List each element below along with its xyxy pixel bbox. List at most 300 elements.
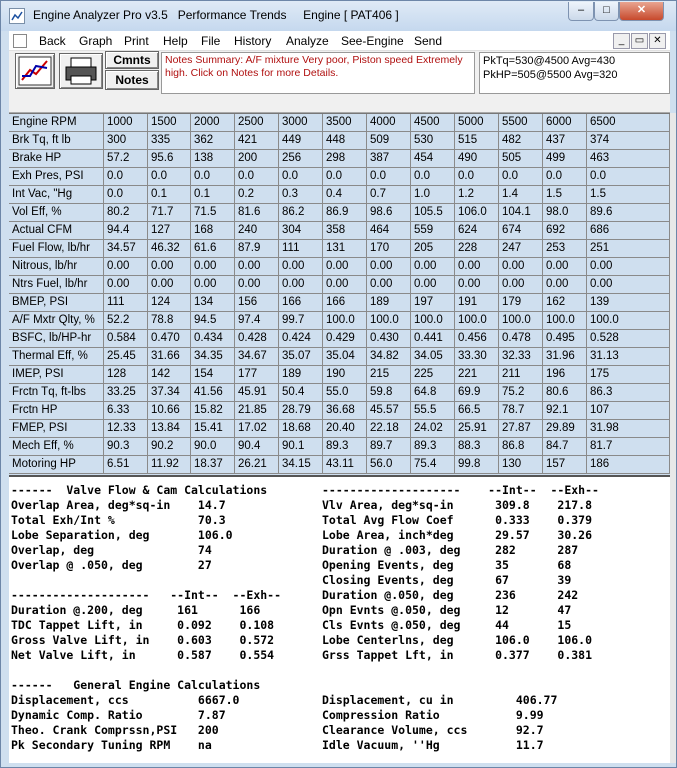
value-cell: 64.8 [411, 384, 455, 401]
rpm-header-cell: 6000 [543, 114, 587, 131]
value-cell: 240 [235, 222, 279, 239]
value-cell: 0.00 [191, 258, 235, 275]
value-cell: 15.82 [191, 402, 235, 419]
value-cell: 0.00 [367, 276, 411, 293]
value-cell: 0.456 [455, 330, 499, 347]
calc-line: Lobe Separation, deg 106.0 [11, 528, 233, 542]
child-restore-button[interactable]: ▭ [631, 33, 648, 49]
header-label: Engine RPM [9, 114, 104, 131]
printer-icon [63, 56, 99, 86]
value-cell: 0.424 [279, 330, 323, 347]
value-cell: 0.430 [367, 330, 411, 347]
value-cell: 530 [411, 132, 455, 149]
value-cell: 335 [148, 132, 191, 149]
value-cell: 0.584 [104, 330, 148, 347]
calc-line [11, 573, 281, 588]
child-close-button[interactable]: ✕ [649, 33, 666, 49]
value-cell: 106.0 [455, 204, 499, 221]
value-cell: 89.6 [587, 204, 670, 221]
value-cell: 0.00 [455, 276, 499, 293]
value-cell: 107 [587, 402, 670, 419]
value-cell: 100.0 [499, 312, 543, 329]
value-cell: 0.00 [279, 258, 323, 275]
value-cell: 21.85 [235, 402, 279, 419]
value-cell: 509 [367, 132, 411, 149]
value-cell: 138 [191, 150, 235, 167]
value-cell: 304 [279, 222, 323, 239]
value-cell: 154 [191, 366, 235, 383]
value-cell: 1.2 [455, 186, 499, 203]
value-cell: 98.6 [367, 204, 411, 221]
row-label: Thermal Eff, % [9, 348, 104, 365]
value-cell: 66.5 [455, 402, 499, 419]
rpm-header-cell: 1000 [104, 114, 148, 131]
row-label: Frctn Tq, ft-lbs [9, 384, 104, 401]
value-cell: 17.02 [235, 420, 279, 437]
calc-line: Cls Evnts @.050, deg 44 15 [322, 618, 572, 632]
value-cell: 99.7 [279, 312, 323, 329]
value-cell: 12.33 [104, 420, 148, 437]
value-cell: 0.00 [235, 258, 279, 275]
row-label: Ntrs Fuel, lb/hr [9, 276, 104, 293]
value-cell: 59.8 [367, 384, 411, 401]
value-cell: 499 [543, 150, 587, 167]
value-cell: 215 [367, 366, 411, 383]
calc-line: -------------------- --Int-- --Exh-- [11, 588, 282, 602]
value-cell: 81.6 [235, 204, 279, 221]
row-label: Frctn HP [9, 402, 104, 419]
rpm-header-cell: 5500 [499, 114, 543, 131]
table-row [9, 384, 670, 402]
value-cell: 0.0 [543, 168, 587, 185]
row-label: Exh Pres, PSI [9, 168, 104, 185]
value-cell: 166 [279, 294, 323, 311]
value-cell: 90.4 [235, 438, 279, 455]
value-cell: 37.34 [148, 384, 191, 401]
calc-line: Lobe Area, inch*deg 29.57 30.26 [322, 528, 593, 542]
menu-send[interactable]: Send [414, 34, 443, 48]
calc-left-column [11, 483, 281, 753]
table-row [9, 168, 670, 186]
value-cell: 251 [587, 240, 670, 257]
value-cell: 448 [323, 132, 367, 149]
value-cell: 186 [587, 456, 670, 473]
value-cell: 41.56 [191, 384, 235, 401]
value-cell: 505 [499, 150, 543, 167]
calc-right-column [322, 483, 599, 753]
value-cell: 98.0 [543, 204, 587, 221]
value-cell: 71.5 [191, 204, 235, 221]
value-cell: 80.6 [543, 384, 587, 401]
menu-bar [9, 31, 670, 51]
calculations-panel [9, 475, 670, 763]
value-cell: 78.8 [148, 312, 191, 329]
value-cell: 34.35 [191, 348, 235, 365]
value-cell: 0.0 [104, 186, 148, 203]
child-minimize-button[interactable]: _ [613, 33, 630, 49]
value-cell: 142 [148, 366, 191, 383]
value-cell: 52.2 [104, 312, 148, 329]
value-cell: 75.4 [411, 456, 455, 473]
value-cell: 298 [323, 150, 367, 167]
value-cell: 15.41 [191, 420, 235, 437]
value-cell: 0.00 [323, 276, 367, 293]
calc-line: ------ General Engine Calculations [11, 678, 261, 692]
rpm-header-cell: 3500 [323, 114, 367, 131]
table-row [9, 240, 670, 258]
value-cell: 34.57 [104, 240, 148, 257]
value-cell: 33.25 [104, 384, 148, 401]
calc-line [322, 678, 599, 693]
table-row [9, 330, 670, 348]
value-cell: 1.5 [543, 186, 587, 203]
value-cell: 86.2 [279, 204, 323, 221]
value-cell: 139 [587, 294, 670, 311]
row-label: Motoring HP [9, 456, 104, 473]
calc-line: Overlap @ .050, deg 27 [11, 558, 212, 572]
table-row [9, 276, 670, 294]
value-cell: 196 [543, 366, 587, 383]
rpm-header-cell: 6500 [587, 114, 670, 131]
value-cell: 156 [235, 294, 279, 311]
calc-line: Total Exh/Int % 70.3 [11, 513, 226, 527]
value-cell: 6.51 [104, 456, 148, 473]
table-row [9, 312, 670, 330]
calc-line [322, 663, 599, 678]
menu-file[interactable]: File [201, 34, 221, 48]
value-cell: 0.528 [587, 330, 670, 347]
value-cell: 0.495 [543, 330, 587, 347]
table-row [9, 204, 670, 222]
table-row [9, 258, 670, 276]
value-cell: 464 [367, 222, 411, 239]
value-cell: 0.0 [104, 168, 148, 185]
value-cell: 170 [367, 240, 411, 257]
value-cell: 13.84 [148, 420, 191, 437]
value-cell: 20.40 [323, 420, 367, 437]
value-cell: 454 [411, 150, 455, 167]
value-cell: 0.0 [279, 168, 323, 185]
maximize-button[interactable]: □ [594, 2, 619, 21]
value-cell: 31.98 [587, 420, 670, 437]
calc-line: Gross Valve Lift, in 0.603 0.572 [11, 633, 275, 647]
value-cell: 89.3 [323, 438, 367, 455]
value-cell: 674 [499, 222, 543, 239]
value-cell: 124 [148, 294, 191, 311]
value-cell: 463 [587, 150, 670, 167]
rpm-header-cell: 4500 [411, 114, 455, 131]
value-cell: 111 [279, 240, 323, 257]
value-cell: 78.7 [499, 402, 543, 419]
value-cell: 686 [587, 222, 670, 239]
value-cell: 300 [104, 132, 148, 149]
value-cell: 18.68 [279, 420, 323, 437]
value-cell: 0.1 [191, 186, 235, 203]
row-label: IMEP, PSI [9, 366, 104, 383]
value-cell: 437 [543, 132, 587, 149]
value-cell: 26.21 [235, 456, 279, 473]
rpm-header-cell: 4000 [367, 114, 411, 131]
value-cell: 34.67 [235, 348, 279, 365]
value-cell: 692 [543, 222, 587, 239]
value-cell: 89.3 [411, 438, 455, 455]
menu-analyze[interactable]: Analyze [286, 34, 329, 48]
value-cell: 81.7 [587, 438, 670, 455]
value-cell: 0.00 [499, 276, 543, 293]
value-cell: 100.0 [587, 312, 670, 329]
value-cell: 31.66 [148, 348, 191, 365]
value-cell: 449 [279, 132, 323, 149]
value-cell: 43.11 [323, 456, 367, 473]
value-cell: 0.3 [279, 186, 323, 203]
scrollbar[interactable] [670, 113, 676, 763]
menu-see-engine[interactable]: See-Engine [341, 34, 404, 48]
value-cell: 100.0 [543, 312, 587, 329]
close-button[interactable]: ✕ [619, 2, 664, 21]
calc-line: Duration @ .003, deg 282 287 [322, 543, 579, 557]
value-cell: 34.82 [367, 348, 411, 365]
row-label: Nitrous, lb/hr [9, 258, 104, 275]
value-cell: 0.0 [411, 168, 455, 185]
value-cell: 28.79 [279, 402, 323, 419]
notes-summary[interactable]: Notes Summary: A/F mixture Very poor, Piston speed Extremely high. Click on Notes for more Details. [161, 52, 475, 94]
value-cell: 104.1 [499, 204, 543, 221]
value-cell: 228 [455, 240, 499, 257]
value-cell: 46.32 [148, 240, 191, 257]
value-cell: 190 [323, 366, 367, 383]
menu-print[interactable]: Print [124, 34, 149, 48]
value-cell: 90.0 [191, 438, 235, 455]
value-cell: 80.2 [104, 204, 148, 221]
value-cell: 0.00 [148, 258, 191, 275]
value-cell: 387 [367, 150, 411, 167]
value-cell: 0.0 [235, 168, 279, 185]
value-cell: 0.434 [191, 330, 235, 347]
value-cell: 35.07 [279, 348, 323, 365]
value-cell: 166 [323, 294, 367, 311]
value-cell: 134 [191, 294, 235, 311]
value-cell: 0.00 [543, 276, 587, 293]
value-cell: 0.0 [455, 168, 499, 185]
table-row [9, 402, 670, 420]
value-cell: 57.2 [104, 150, 148, 167]
value-cell: 0.1 [148, 186, 191, 203]
table-row [9, 420, 670, 438]
value-cell: 358 [323, 222, 367, 239]
menu-help[interactable]: Help [163, 34, 188, 48]
value-cell: 0.0 [367, 168, 411, 185]
app-icon [9, 8, 25, 24]
window-title: Engine Analyzer Pro v3.5 Performance Trends Engine [ PAT406 ] [33, 8, 399, 22]
value-cell: 50.4 [279, 384, 323, 401]
calc-line: Duration @.050, deg 236 242 [322, 588, 579, 602]
row-label: Fuel Flow, lb/hr [9, 240, 104, 257]
calc-line: TDC Tappet Lift, in 0.092 0.108 [11, 618, 275, 632]
value-cell: 421 [235, 132, 279, 149]
value-cell: 1.4 [499, 186, 543, 203]
value-cell: 56.0 [367, 456, 411, 473]
peak-summary [479, 52, 670, 94]
value-cell: 362 [191, 132, 235, 149]
calc-line: ------ Valve Flow & Cam Calculations [11, 483, 268, 497]
value-cell: 75.2 [499, 384, 543, 401]
value-cell: 205 [411, 240, 455, 257]
value-cell: 10.66 [148, 402, 191, 419]
row-label: Int Vac, "Hg [9, 186, 104, 203]
value-cell: 100.0 [455, 312, 499, 329]
table-row [9, 348, 670, 366]
title-bar[interactable] [1, 1, 676, 31]
value-cell: 624 [455, 222, 499, 239]
value-cell: 168 [191, 222, 235, 239]
value-cell: 94.5 [191, 312, 235, 329]
value-cell: 0.00 [455, 258, 499, 275]
calc-line: Duration @.200, deg 161 166 [11, 603, 261, 617]
peak-torque: PkTq=530@4500 Avg=430 [483, 55, 616, 67]
value-cell: 0.00 [587, 276, 670, 293]
document-icon [13, 34, 27, 48]
value-cell: 31.96 [543, 348, 587, 365]
value-cell: 36.68 [323, 402, 367, 419]
table-row [9, 222, 670, 240]
row-label: Brake HP [9, 150, 104, 167]
table-row [9, 456, 670, 474]
value-cell: 61.6 [191, 240, 235, 257]
rpm-header-cell: 5000 [455, 114, 499, 131]
value-cell: 559 [411, 222, 455, 239]
value-cell: 90.1 [279, 438, 323, 455]
calc-line: Lobe Centerlns, deg 106.0 106.0 [322, 633, 593, 647]
row-label: Actual CFM [9, 222, 104, 239]
value-cell: 211 [499, 366, 543, 383]
menu-history[interactable]: History [234, 34, 272, 48]
value-cell: 490 [455, 150, 499, 167]
peak-hp: PkHP=505@5500 Avg=320 [483, 69, 618, 81]
menu-back[interactable]: Back [39, 34, 66, 48]
value-cell: 88.3 [455, 438, 499, 455]
value-cell: 189 [367, 294, 411, 311]
value-cell: 105.5 [411, 204, 455, 221]
calc-line: Displacement, ccs 6667.0 [11, 693, 240, 707]
value-cell: 29.89 [543, 420, 587, 437]
value-cell: 32.33 [499, 348, 543, 365]
calc-line [11, 663, 281, 678]
value-cell: 97.4 [235, 312, 279, 329]
value-cell: 94.4 [104, 222, 148, 239]
calc-line: Dynamic Comp. Ratio 7.87 [11, 708, 226, 722]
calc-line: Pk Secondary Tuning RPM na [11, 738, 212, 752]
value-cell: 89.7 [367, 438, 411, 455]
value-cell: 0.00 [279, 276, 323, 293]
value-cell: 191 [455, 294, 499, 311]
row-label: FMEP, PSI [9, 420, 104, 437]
value-cell: 0.428 [235, 330, 279, 347]
value-cell: 69.9 [455, 384, 499, 401]
value-cell: 0.00 [367, 258, 411, 275]
value-cell: 0.0 [587, 168, 670, 185]
calc-line: Net Valve Lift, in 0.587 0.554 [11, 648, 275, 662]
minimize-button[interactable]: – [568, 2, 594, 21]
value-cell: 0.00 [411, 276, 455, 293]
calc-line: Idle Vacuum, ''Hg 11.7 [322, 738, 544, 752]
value-cell: 100.0 [411, 312, 455, 329]
graph-icon-button[interactable] [15, 53, 55, 89]
value-cell: 22.18 [367, 420, 411, 437]
row-label: A/F Mxtr Qlty, % [9, 312, 104, 329]
value-cell: 33.30 [455, 348, 499, 365]
value-cell: 31.13 [587, 348, 670, 365]
value-cell: 0.00 [499, 258, 543, 275]
value-cell: 92.1 [543, 402, 587, 419]
value-cell: 127 [148, 222, 191, 239]
value-cell: 45.57 [367, 402, 411, 419]
calc-line: Vlv Area, deg*sq-in 309.8 217.8 [322, 498, 593, 512]
value-cell: 25.91 [455, 420, 499, 437]
table-row [9, 186, 670, 204]
value-cell: 45.91 [235, 384, 279, 401]
notes-button[interactable]: Notes [105, 70, 159, 90]
value-cell: 0.00 [104, 258, 148, 275]
value-cell: 0.7 [367, 186, 411, 203]
calc-line: Compression Ratio 9.99 [322, 708, 544, 722]
value-cell: 34.05 [411, 348, 455, 365]
value-cell: 25.45 [104, 348, 148, 365]
menu-graph[interactable]: Graph [79, 34, 113, 48]
value-cell: 0.4 [323, 186, 367, 203]
cmnts-button[interactable]: Cmnts [105, 51, 159, 69]
value-cell: 0.0 [191, 168, 235, 185]
value-cell: 95.6 [148, 150, 191, 167]
calc-line: Displacement, cu in 406.77 [322, 693, 558, 707]
calc-line: Overlap, deg 74 [11, 543, 212, 557]
value-cell: 0.00 [148, 276, 191, 293]
row-label: Mech Eff, % [9, 438, 104, 455]
value-cell: 177 [235, 366, 279, 383]
value-cell: 111 [104, 294, 148, 311]
table-row [9, 132, 670, 150]
value-cell: 482 [499, 132, 543, 149]
value-cell: 11.92 [148, 456, 191, 473]
calc-line: Grss Tappet Lft, in 0.377 0.381 [322, 648, 593, 662]
value-cell: 34.15 [279, 456, 323, 473]
value-cell: 0.0 [148, 168, 191, 185]
row-label: Brk Tq, ft lb [9, 132, 104, 149]
value-cell: 189 [279, 366, 323, 383]
value-cell: 179 [499, 294, 543, 311]
value-cell: 0.00 [411, 258, 455, 275]
rpm-header-cell: 2000 [191, 114, 235, 131]
print-icon-button[interactable] [59, 53, 103, 89]
rpm-results-table [9, 113, 670, 470]
value-cell: 35.04 [323, 348, 367, 365]
value-cell: 71.7 [148, 204, 191, 221]
value-cell: 374 [587, 132, 670, 149]
value-cell: 221 [455, 366, 499, 383]
value-cell: 0.00 [587, 258, 670, 275]
table-header-row [9, 114, 670, 132]
value-cell: 0.0 [323, 168, 367, 185]
value-cell: 0.470 [148, 330, 191, 347]
value-cell: 24.02 [411, 420, 455, 437]
table-row [9, 366, 670, 384]
calc-line: Total Avg Flow Coef 0.333 0.379 [322, 513, 593, 527]
calc-line: Opn Evnts @.050, deg 12 47 [322, 603, 572, 617]
value-cell: 90.3 [104, 438, 148, 455]
value-cell: 256 [279, 150, 323, 167]
row-label: Vol Eff, % [9, 204, 104, 221]
value-cell: 515 [455, 132, 499, 149]
value-cell: 200 [235, 150, 279, 167]
